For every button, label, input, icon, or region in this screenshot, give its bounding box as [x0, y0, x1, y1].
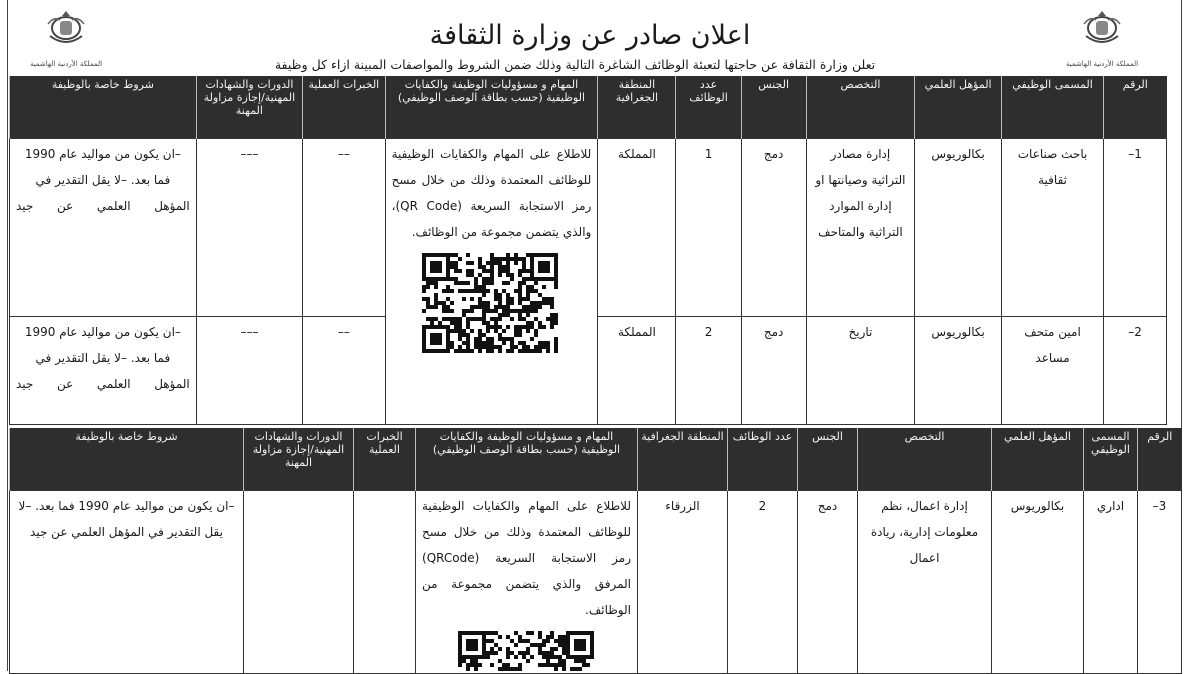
header-count: عدد الوظائف [676, 76, 741, 138]
jordan-coat-of-arms-icon [1080, 8, 1124, 48]
emblem-caption-left: المملكة الأردنية الهاشمية [30, 60, 103, 68]
qr-code-icon[interactable] [458, 631, 596, 671]
qr-code-icon[interactable] [422, 253, 560, 353]
row-gender: دمج [798, 490, 858, 673]
row-job-title: اداري [1084, 490, 1138, 673]
header-no: الرقم [1104, 76, 1167, 138]
header-qualification: المؤهل العلمي [915, 76, 1002, 138]
row-specialization: إدارة اعمال، نظم معلومات إدارية، ريادة اعمال [858, 490, 992, 673]
header-experience: الخبرات العملية [303, 76, 385, 138]
header-conditions: شروط خاصة بالوظيفة [10, 76, 197, 138]
row-count: 2 [728, 490, 798, 673]
row-duties [385, 138, 598, 424]
row-qualification: بكالوريوس [992, 490, 1084, 673]
row-region: المملكة [598, 138, 676, 316]
row-qualification: بكالوريوس [915, 316, 1002, 424]
jordan-coat-of-arms-icon [44, 8, 88, 48]
header-duties: المهام و مسؤوليات الوظيفة والكفايات الوظيفية (حسب بطاقة الوصف الوظيفي) [416, 428, 638, 490]
row-courses: ––– [196, 316, 302, 424]
table-row [10, 490, 1182, 673]
row-specialization: إدارة مصادر التراثية وصيانتها او إدارة الموارد التراثية والمتاحف [806, 138, 915, 316]
duties-text: للاطلاع على المهام والكفايات الوظيفية للوظائف المعتمدة وذلك من خلال مسح رمز الاستجابة السريعة (QRCode) المرفق والذي يتضمن مجموعة من الوظائف. [422, 498, 631, 617]
header-no: الرقم [1138, 428, 1182, 490]
emblem-caption-right: المملكة الأردنية الهاشمية [1066, 60, 1139, 68]
header-region: المنطقة الجغرافية [638, 428, 728, 490]
row-job-title: باحث صناعات ثقافية [1002, 138, 1104, 316]
row-courses [244, 490, 354, 673]
row-gender: دمج [741, 316, 806, 424]
row-conditions: –ان يكون من مواليد عام 1990 فما بعد. –لا يقل التقدير في المؤهل العلمي عن جيد [10, 316, 197, 424]
row-experience: –– [303, 316, 385, 424]
row-no: 2– [1104, 316, 1167, 424]
row-no: 1– [1104, 138, 1167, 316]
row-specialization: تاريخ [806, 316, 915, 424]
page-title: اعلان صادر عن وزارة الثقافة [429, 20, 751, 51]
header-gender: الجنس [741, 76, 806, 138]
row-duties [416, 490, 638, 673]
row-job-title: امين متحف مساعد [1002, 316, 1104, 424]
row-experience: –– [303, 138, 385, 316]
row-count: 2 [676, 316, 741, 424]
table-header-row [10, 76, 1167, 138]
row-conditions: –ان يكون من مواليد عام 1990 فما بعد. –لا يقل التقدير في المؤهل العلمي عن جيد [10, 138, 197, 316]
row-region: المملكة [598, 316, 676, 424]
header-conditions: شروط خاصة بالوظيفة [10, 428, 244, 490]
header-region: المنطقة الجغرافية [598, 76, 676, 138]
header-duties: المهام و مسؤوليات الوظيفة والكفايات الوظيفية (حسب بطاقة الوصف الوظيفي) [385, 76, 598, 138]
jobs-table-1 [9, 76, 1167, 425]
header-job-title: المسمى الوظيفي [1084, 428, 1138, 490]
page-border-left [7, 0, 8, 671]
table-header-row [10, 428, 1182, 490]
row-gender: دمج [741, 138, 806, 316]
table-row [10, 138, 1167, 316]
row-count: 1 [676, 138, 741, 316]
row-qualification: بكالوريوس [915, 138, 1002, 316]
header-specialization: التخصص [858, 428, 992, 490]
header-qualification: المؤهل العلمي [992, 428, 1084, 490]
header-experience: الخبرات العملية [354, 428, 416, 490]
header-specialization: التخصص [806, 76, 915, 138]
duties-text: للاطلاع على المهام والكفايات الوظيفية للوظائف المعتمدة وذلك من خلال مسح رمز الاستجابة السريعة (QR Code)، والذي يتضمن مجموعة من الوظائف. [391, 146, 592, 239]
jobs-table-2 [9, 428, 1182, 674]
row-experience [354, 490, 416, 673]
row-no: 3– [1138, 490, 1182, 673]
header-count: عدد الوظائف [728, 428, 798, 490]
row-courses: ––– [196, 138, 302, 316]
header-job-title: المسمى الوظيفي [1002, 76, 1104, 138]
header-courses: الدورات والشهادات المهنية/إجازة مزاولة المهنة [244, 428, 354, 490]
header-gender: الجنس [798, 428, 858, 490]
row-region: الزرقاء [638, 490, 728, 673]
row-conditions: –ان يكون من مواليد عام 1990 فما بعد. –لا يقل التقدير في المؤهل العلمي عن جيد [10, 490, 244, 673]
header-courses: الدورات والشهادات المهنية/إجازة مزاولة المهنة [196, 76, 302, 138]
page-subtitle: تعلن وزارة الثقافة عن حاجتها لتعبئة الوظائف الشاغرة التالية وذلك ضمن الشروط والمواصفات المبينة ازاء كل وظيفة [274, 57, 876, 72]
